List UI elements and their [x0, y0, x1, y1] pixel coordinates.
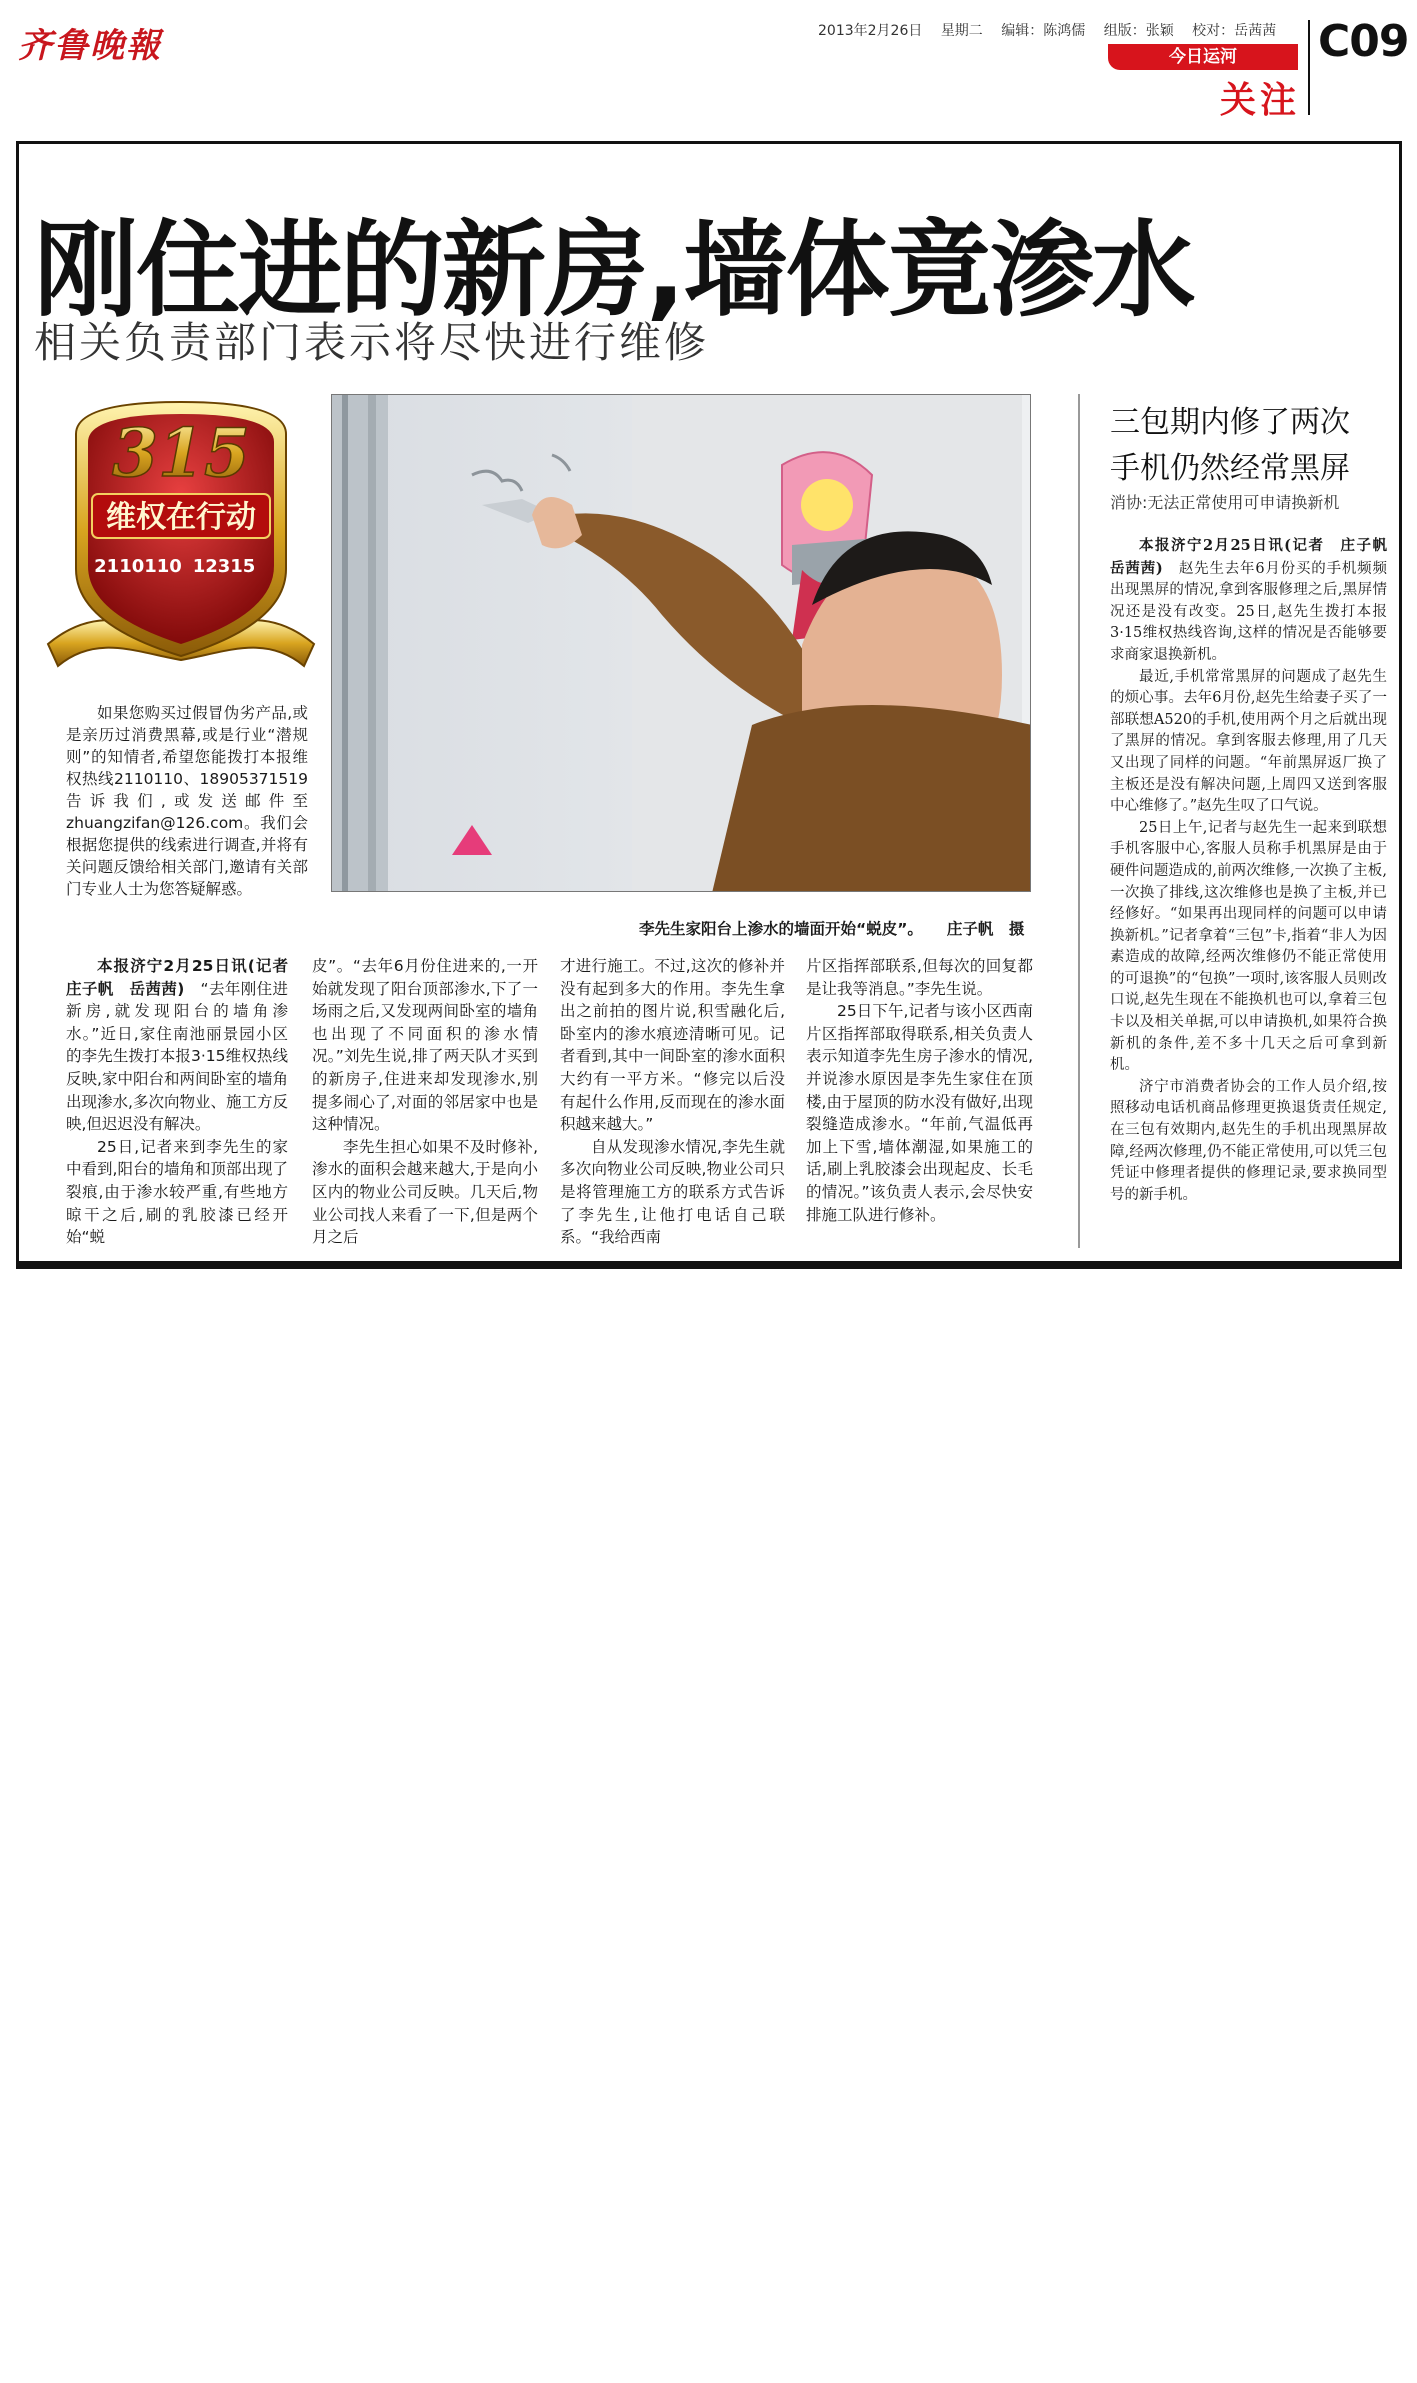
photo-credit: 庄子帆 摄 [946, 920, 1025, 938]
article-paragraph: 皮”。“去年6月份住进来的,一开始就发现了阳台顶部渗水,下了一场雨之后,又发现两间卧室的墙角也出现了不同面积的渗水情况。”刘先生说,排了两天队才买到的新房子,住进来却发现渗水,别提多闹心了,对面的邻居家中也是这种情况。 [312, 957, 538, 1134]
sidebar-dateline: 本报济宁2月25日讯(记者 庄子帆 岳茜茜) [1110, 537, 1402, 577]
issue-meta [818, 20, 1290, 40]
article-paragraph: 本报济宁2月25日讯(记者 庄子帆 岳茜茜) “去年刚住进新房,就发现阳台的墙角渗水。”近日,家住南池丽景园小区的李先生拨打本报3·15维权热线反映,家中阳台和两间卧室的墙角出现渗水,多次向物业、施工方反映,但迟迟没有解决。 [66, 957, 304, 1134]
newspaper-logo: 齐鲁晚報 [18, 26, 162, 66]
sidebar-divider [1078, 394, 1080, 1248]
layout-credit: 组版：张颖 [1103, 23, 1174, 39]
sidebar-paragraph: 济宁市消费者协会的工作人员介绍,按照移动电话机商品修理更换退货责任规定,在三包有效期内,赵先生的手机出现黑屏故障,经两次修理,仍不能正常使用,可以凭三包凭证中修理者提供的修理记录,要求换同型号的新手机。 [1110, 1078, 1387, 1203]
badge-hotline-2: 12315 [192, 556, 256, 577]
sidebar-paragraph: 本报济宁2月25日讯(记者 庄子帆 岳茜茜) 赵先生去年6月份买的手机频频出现黑屏的情况,拿到客服修理之后,黑屏情况还是没有改变。25日,赵先生拨打本报3·15维权热线咨询,这样的情况是否能够要求商家退换新机。 [1110, 537, 1402, 663]
article-paragraph: 自从发现渗水情况,李先生就多次向物业公司反映,物业公司只是将管理施工方的联系方式告诉了李先生,让他打电话自己联系。“我给西南 [560, 1137, 785, 1247]
section-name: 关注 [1219, 80, 1300, 121]
sidebar-headline-line-1: 三包期内修了两次 [1110, 405, 1350, 440]
headline: 刚住进的新房,墙体竟渗水 [34, 209, 1194, 331]
photo-caption-text: 李先生家阳台上渗水的墙面开始“蜕皮”。 [639, 920, 923, 938]
page-number: C09 [1318, 16, 1409, 67]
article-paragraph: 李先生担心如果不及时修补,渗水的面积会越来越大,于是向小区内的物业公司反映。几天后,物业公司找人来看了一下,但是两个月之后 [312, 1137, 538, 1247]
photo-caption [639, 917, 1024, 939]
issue-weekday: 星期二 [940, 23, 983, 39]
article-paragraph: 25日下午,记者与该小区西南片区指挥部取得联系,相关负责人表示知道李先生房子渗水的情况,并说渗水原因是李先生家住在顶楼,由于屋顶的防水没有做好,出现裂缝造成渗水。“年前,气温低再加上下雪,墙体潮湿,如果施工的话,刷上乳胶漆会出现起皮、长毛的情况。”该负责人表示,会尽快安排施工队进行修补。 [806, 1002, 1033, 1224]
man-pointing-at-wall-photo-icon [332, 395, 1031, 892]
sidebar-headline [1110, 400, 1350, 492]
section-tag: 今日运河 [1108, 44, 1298, 70]
article-column-1 [66, 955, 304, 1249]
article-column-4 [806, 955, 1033, 1226]
article-photo [331, 394, 1031, 892]
article-paragraph: 片区指挥部联系,但每次的回复都是让我等消息。”李先生说。 [806, 957, 1033, 998]
proof-credit: 校对：岳茜茜 [1192, 23, 1277, 39]
hotline-note-text: 如果您购买过假冒伪劣产品,或是亲历过消费黑幕,或是行业“潜规则”的知情者,希望您能拨打本报维权热线2110110、18905371519告诉我们,或发送邮件至zhuangzifan@126.com。我们会根据您提供的线索进行调查,并将有关问题反馈给相关部门,邀请有关部门专业人士为您答疑解惑。 [66, 704, 308, 898]
sidebar-paragraph: 最近,手机常常黑屏的问题成了赵先生的烦心事。去年6月份,赵先生给妻子买了一部联想A520的手机,使用两个月之后就出现了黑屏的情况。拿到客服去修理,用了几天又出现了同样的问题。“年前黑屏返厂换了主板还是没有解决问题,上周四又送到客服中心维修了。”赵先生叹了口气说。 [1110, 668, 1387, 815]
sidebar-body [1110, 535, 1402, 1206]
hotline-note [66, 702, 308, 900]
sidebar-paragraph: 25日上午,记者与赵先生一起来到联想手机客服中心,客服人员称手机黑屏是由于硬件问题造成的,前两次维修,一次换了主板,一次换了排线,这次维修也是换了主板,并已经修好。“如果再出现同样的问题可以申请换新机。”记者拿着“三包”卡,指着“非人为因素造成的故障,经两次维修仍不能正常使用的可退换”的“包换”一项时,该客服人员则改口说,赵先生现在不能换机也可以,拿着三包卡以及相关单据,可以申请换机,如果符合换新机的条件,差不多十几天之后可拿到新机。 [1110, 819, 1387, 1074]
article-dateline: 本报济宁2月25日讯(记者 庄子帆 岳茜茜) [66, 957, 304, 998]
badge-number: 315 [112, 414, 250, 492]
article-column-2 [312, 955, 538, 1249]
article-column-3 [560, 955, 785, 1249]
badge-emblem-icon [36, 394, 326, 694]
issue-date: 2013年2月26日 [818, 23, 923, 39]
editor-credit: 编辑：陈鸿儒 [1001, 23, 1086, 39]
consumer-rights-badge [36, 394, 326, 694]
badge-hotline-1: 2110110 [94, 556, 182, 577]
article-paragraph: 25日,记者来到李先生的家中看到,阳台的墙角和顶部出现了裂痕,由于渗水较严重,有些地方晾干之后,刷的乳胶漆已经开始“蜕 [66, 1137, 288, 1247]
article-paragraph: 才进行施工。不过,这次的修补并没有起到多大的作用。李先生拿出之前拍的图片说,积雪融化后,卧室内的渗水痕迹清晰可见。记者看到,其中一间卧室的渗水面积大约有一平方米。“修完以后没有起什么作用,反而现在的渗水面积越来越大。” [560, 957, 785, 1134]
masthead-divider [1308, 20, 1310, 115]
subheadline: 相关负责部门表示将尽快进行维修 [34, 318, 710, 367]
sidebar-headline-line-2: 手机仍然经常黑屏 [1110, 451, 1350, 486]
sidebar-subheadline: 消协:无法正常使用可申请换新机 [1110, 493, 1340, 512]
badge-title: 维权在行动 [106, 500, 256, 535]
